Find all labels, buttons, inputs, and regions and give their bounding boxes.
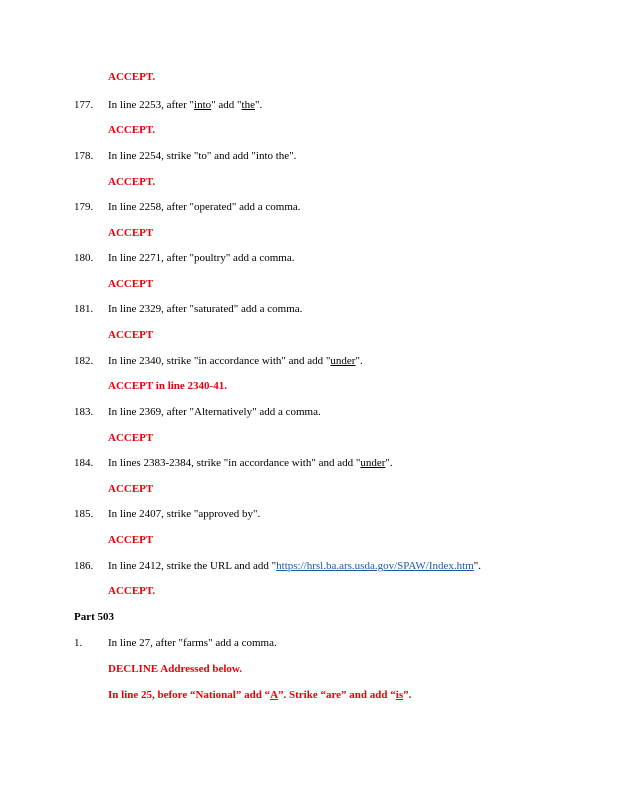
item-number: 182. xyxy=(74,355,94,367)
item-number: 179. xyxy=(74,201,94,213)
item-text: In line 2254, strike "to" and add "into the". xyxy=(108,150,297,162)
response-text: ACCEPT. xyxy=(108,585,156,597)
section-heading: Part 503 xyxy=(74,611,115,623)
item-text: In line 2412, strike the URL and add "https://hrsl.ba.ars.usda.gov/SPAW/Index.htm". xyxy=(108,560,482,572)
item-text: In lines 2383-2384, strike "in accordance with" and add "under". xyxy=(108,457,393,469)
response-text: In line 25, before “National” add “A”. Strike “are” and add “is”. xyxy=(108,689,412,701)
item-text: In line 2369, after "Alternatively" add a comma. xyxy=(108,406,321,418)
response-text: ACCEPT. xyxy=(108,176,156,188)
underlined-word: A xyxy=(270,689,279,701)
response-text: ACCEPT xyxy=(108,329,154,341)
response-text: ACCEPT. xyxy=(108,71,156,83)
underlined-word: into xyxy=(194,99,212,111)
item-number: 181. xyxy=(74,303,94,315)
underlined-word: under xyxy=(330,355,356,367)
response-text: ACCEPT xyxy=(108,278,154,290)
underlined-word: under xyxy=(360,457,386,469)
response-text: ACCEPT in line 2340-41. xyxy=(108,380,227,392)
response-text: ACCEPT xyxy=(108,483,154,495)
item-number: 185. xyxy=(74,508,94,520)
item-text: In line 2329, after "saturated" add a comma. xyxy=(108,303,303,315)
item-text: In line 2340, strike "in accordance with" and add "under". xyxy=(108,355,363,367)
item-number: 178. xyxy=(74,150,94,162)
item-text: In line 27, after "farms" add a comma. xyxy=(108,637,277,649)
item-number: 186. xyxy=(74,560,94,572)
underlined-word: is xyxy=(395,689,404,701)
underlined-word: the xyxy=(241,99,255,111)
item-text: In line 2253, after "into" add "the". xyxy=(108,99,263,111)
item-text: In line 2407, strike "approved by". xyxy=(108,508,261,520)
url-link[interactable]: https://hrsl.ba.ars.usda.gov/SPAW/Index.htm xyxy=(276,560,474,572)
item-number: 1. xyxy=(74,637,83,649)
item-number: 183. xyxy=(74,406,94,418)
item-number: 180. xyxy=(74,252,94,264)
response-text: ACCEPT xyxy=(108,227,154,239)
item-text: In line 2258, after "operated" add a comma. xyxy=(108,201,301,213)
response-text: ACCEPT xyxy=(108,432,154,444)
item-number: 177. xyxy=(74,99,94,111)
item-text: In line 2271, after "poultry" add a comma. xyxy=(108,252,295,264)
item-number: 184. xyxy=(74,457,94,469)
response-text: ACCEPT. xyxy=(108,124,156,136)
response-text: DECLINE Addressed below. xyxy=(108,663,242,675)
response-text: ACCEPT xyxy=(108,534,154,546)
